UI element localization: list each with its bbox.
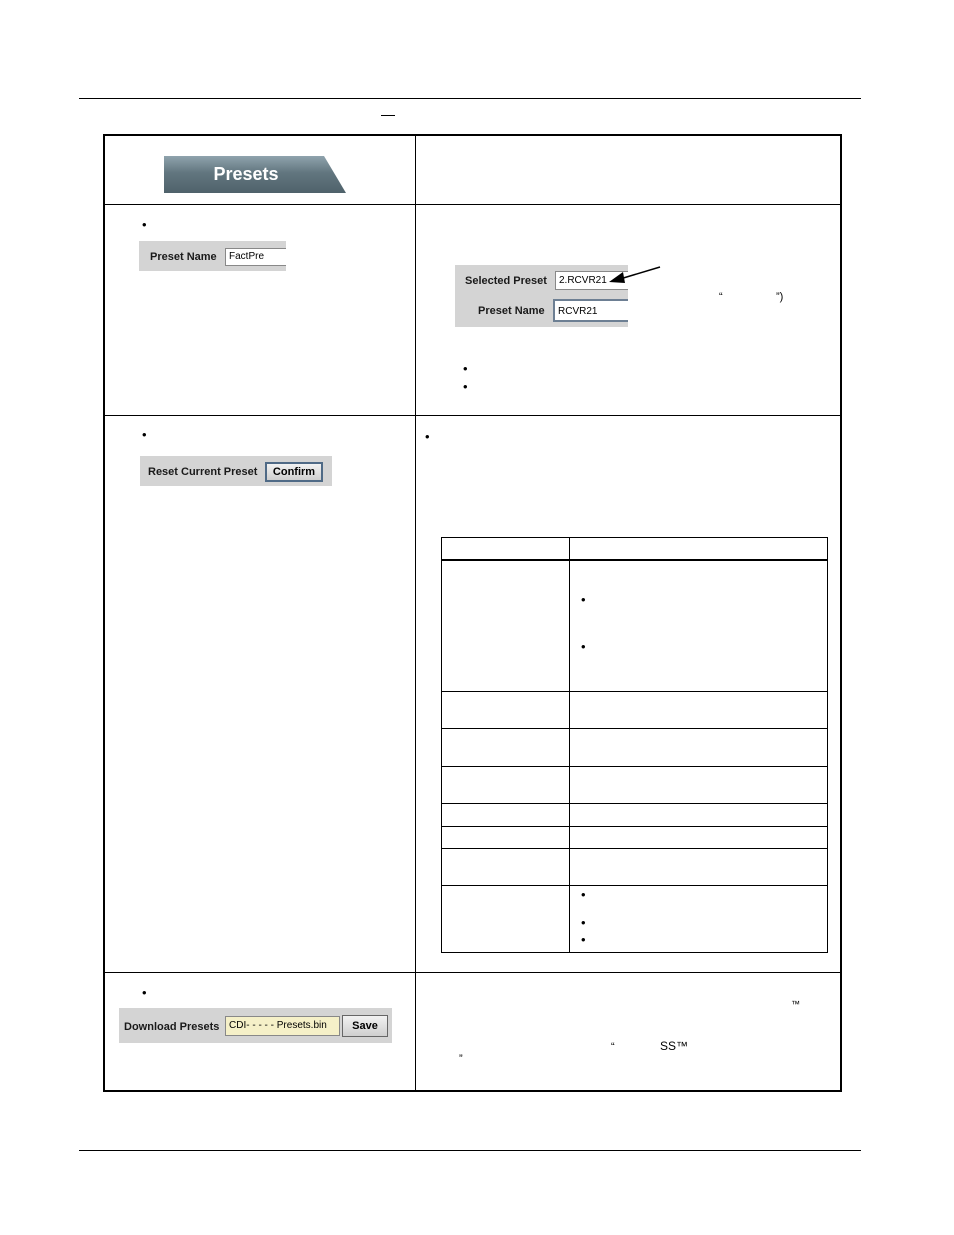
selected-preset-field[interactable]: 2.RCVR21 xyxy=(555,271,628,290)
header-dash xyxy=(381,115,395,116)
row4-quote-close: ” xyxy=(459,1053,463,1065)
table-row-rule-6 xyxy=(442,848,827,849)
tm-mark: ™ xyxy=(791,999,800,1009)
confirm-button[interactable]: Confirm xyxy=(265,462,323,482)
table-column-divider xyxy=(569,538,570,952)
table-row-rule-2 xyxy=(442,728,827,729)
quote-open: “ xyxy=(719,291,723,303)
table-bullet-1: • xyxy=(581,592,586,607)
row2-right-bullet-1: • xyxy=(463,361,468,376)
table-bullet-3: • xyxy=(581,887,586,902)
table-header-rule xyxy=(442,559,827,561)
pointer-arrow xyxy=(605,261,675,291)
row-divider-1 xyxy=(105,204,840,205)
settings-table xyxy=(103,134,842,1092)
row2-right-bullet-2: • xyxy=(463,379,468,394)
download-presets-label: Download Presets xyxy=(124,1021,220,1033)
preset-name-field-right[interactable]: RCVR21 xyxy=(553,299,628,322)
table-bullet-4: • xyxy=(581,915,586,930)
table-bullet-5: • xyxy=(581,932,586,947)
header-rule xyxy=(79,98,861,99)
ss-text: SS™ xyxy=(660,1039,689,1053)
selected-preset-panel xyxy=(455,265,628,327)
row-divider-3 xyxy=(105,972,840,973)
download-presets-panel xyxy=(119,1008,392,1043)
selected-preset-label: Selected Preset xyxy=(465,275,547,287)
row2-left-bullet: • xyxy=(142,217,147,232)
column-divider xyxy=(415,136,416,1090)
row4-left-bullet: • xyxy=(142,985,147,1000)
presets-tab-label: Presets xyxy=(213,164,279,184)
reset-preset-label: Reset Current Preset xyxy=(148,466,258,478)
row4-quote-open: “ xyxy=(611,1041,615,1053)
reset-preset-panel xyxy=(140,456,332,486)
table-row-rule-4 xyxy=(442,803,827,804)
preset-behavior-table xyxy=(441,537,828,953)
row3-right-bullet: • xyxy=(425,429,430,444)
presets-tab[interactable] xyxy=(164,156,346,193)
preset-name-label-right: Preset Name xyxy=(478,305,545,317)
row3-left-bullet: • xyxy=(142,427,147,442)
row-divider-2 xyxy=(105,415,840,416)
table-row-rule-1 xyxy=(442,691,827,692)
download-filename-field[interactable]: CDI- - - - - Presets.bin xyxy=(225,1016,340,1036)
preset-name-field[interactable]: FactPre xyxy=(225,248,286,266)
quote-close: ”) xyxy=(776,291,784,303)
footer-rule xyxy=(79,1150,861,1151)
table-row-rule-5 xyxy=(442,826,827,827)
save-button[interactable]: Save xyxy=(342,1015,388,1037)
preset-name-panel xyxy=(139,241,286,271)
table-row-rule-3 xyxy=(442,766,827,767)
table-row-rule-7 xyxy=(442,885,827,886)
table-bullet-2: • xyxy=(581,639,586,654)
preset-name-label: Preset Name xyxy=(150,251,217,263)
